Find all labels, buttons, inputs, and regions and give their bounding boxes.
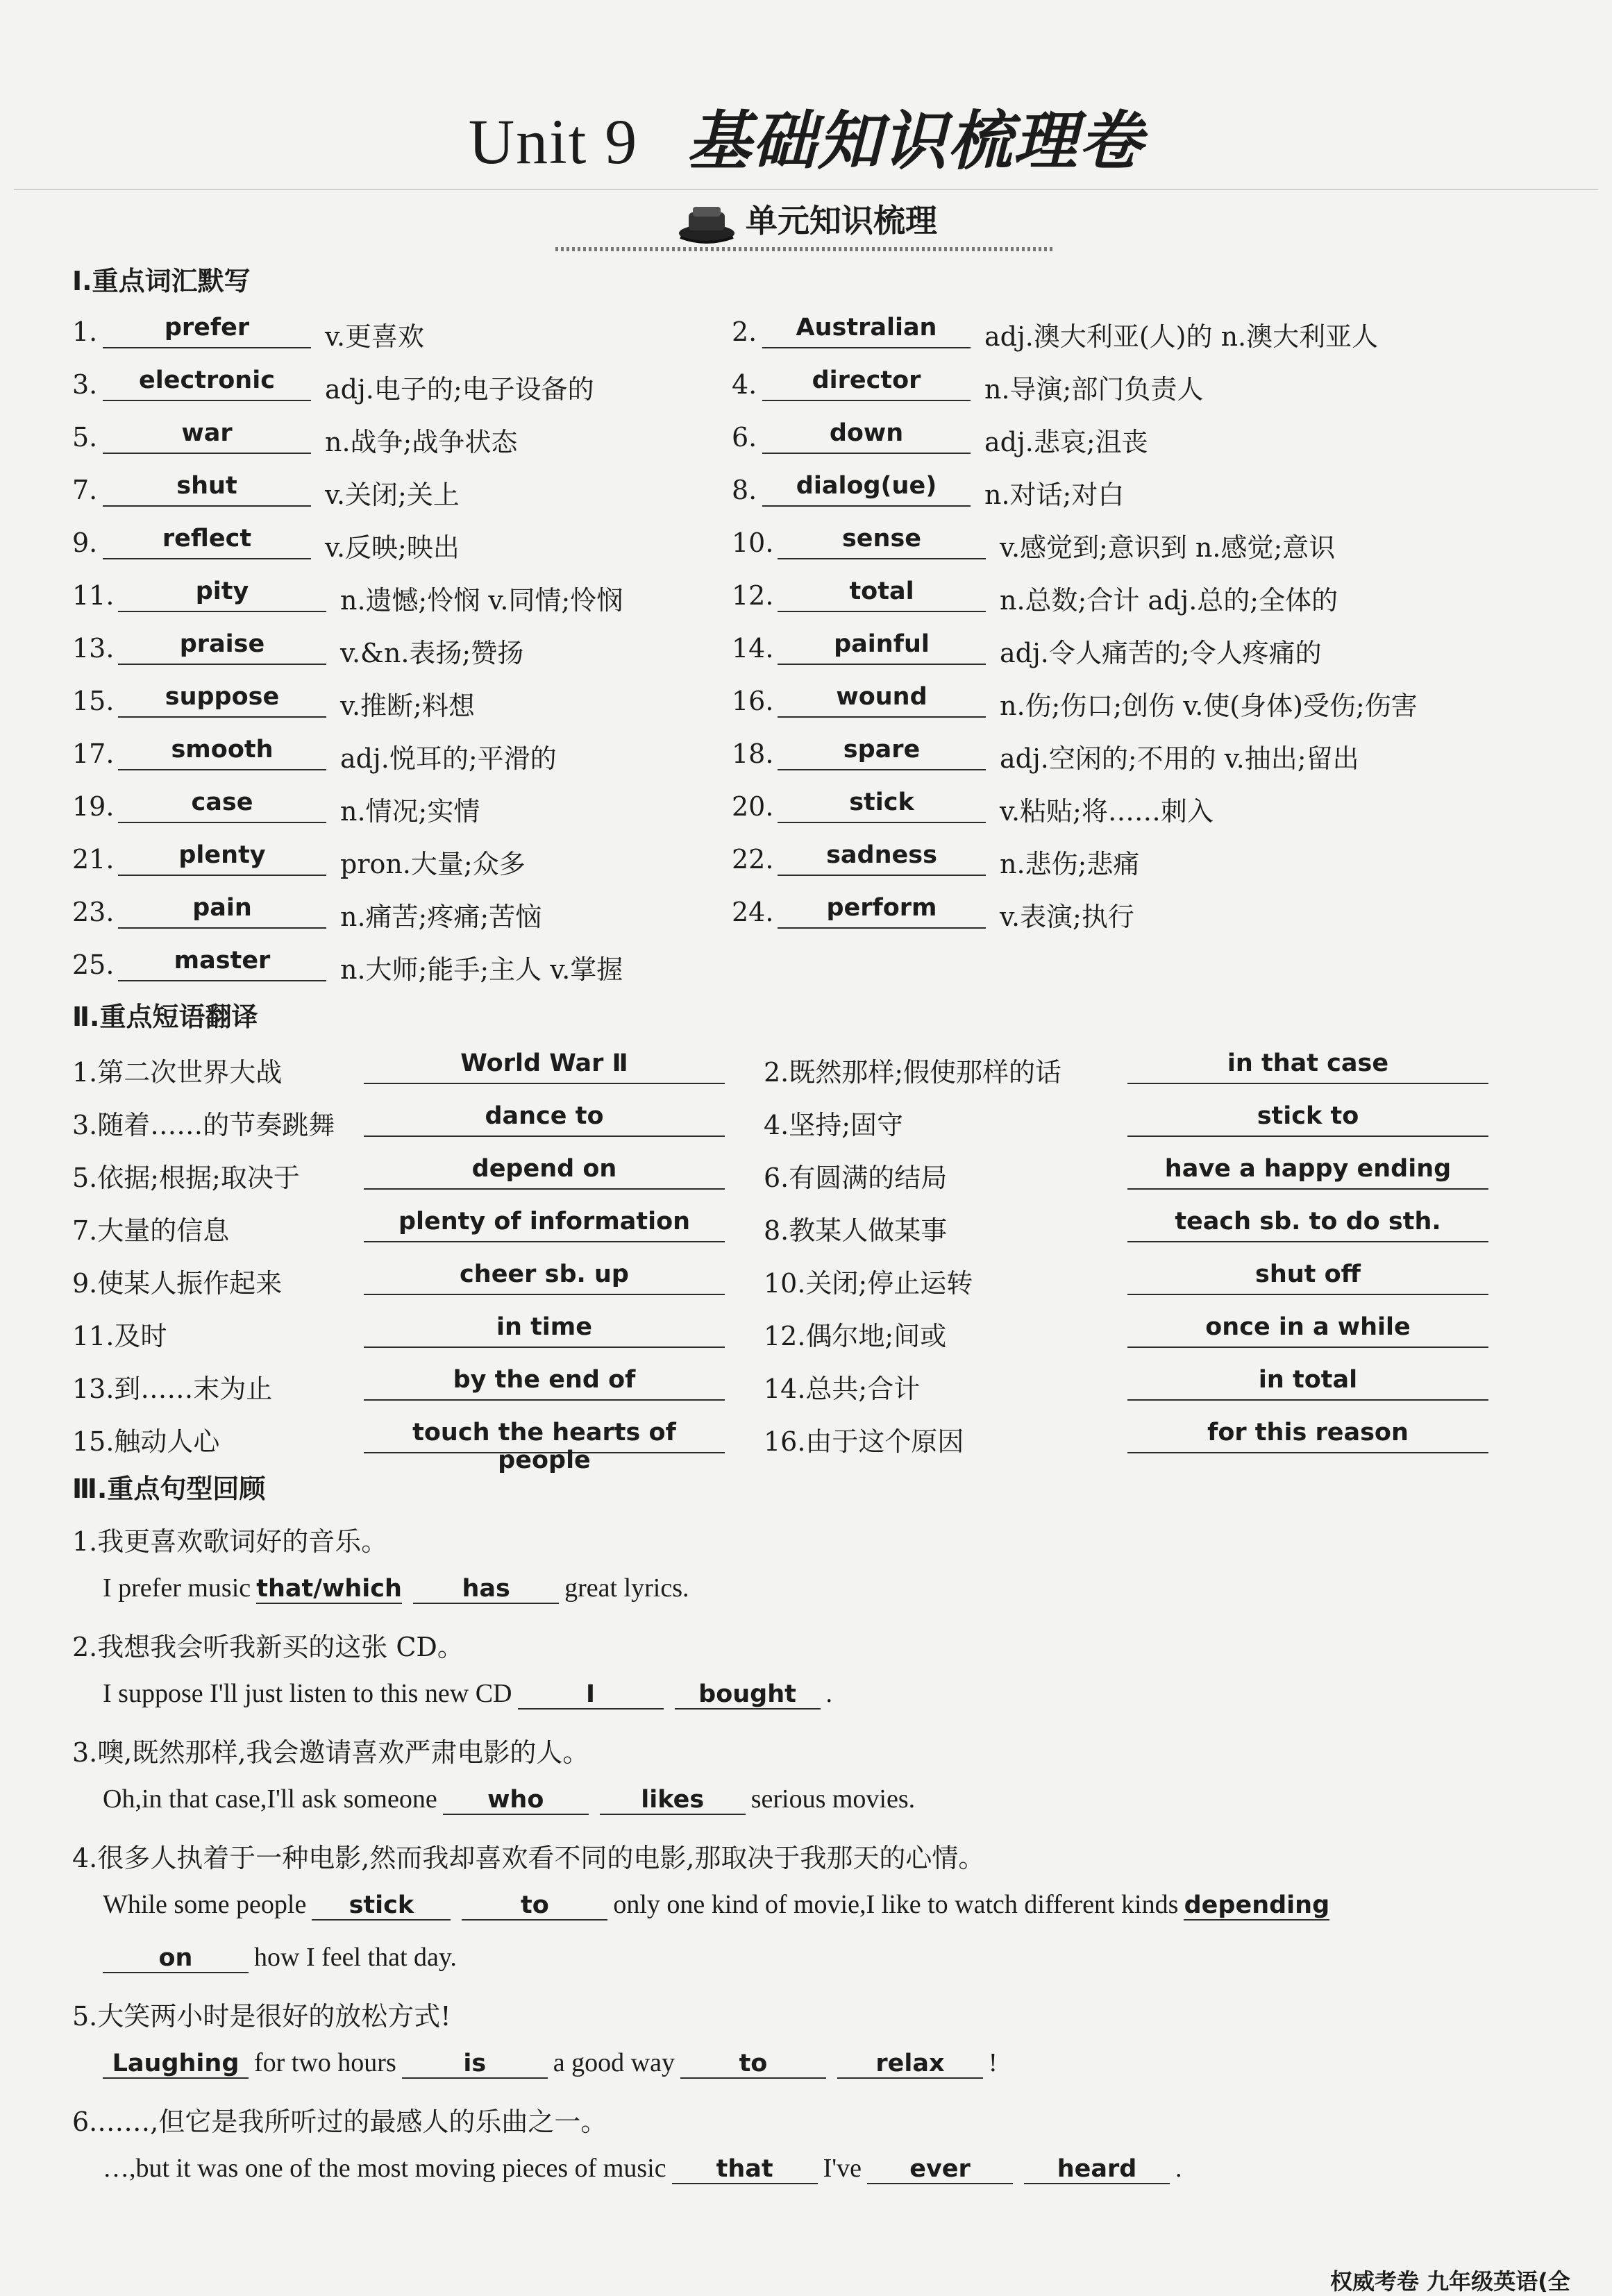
vocab-item bbox=[732, 362, 1495, 404]
answer-blank: plenty bbox=[118, 841, 326, 876]
item-number: 24. bbox=[732, 897, 774, 927]
item-number: 15. bbox=[72, 686, 115, 716]
phrase-prompt: 14.总共;合计 bbox=[764, 1374, 921, 1404]
sentence2-en bbox=[103, 1678, 832, 1710]
answer-blank: touch the hearts of people bbox=[364, 1419, 725, 1453]
item-number: 17. bbox=[72, 738, 115, 769]
answer-blank: likes bbox=[600, 1786, 746, 1815]
phrase-prompt: 4.坚持;固守 bbox=[764, 1110, 904, 1140]
books-icon bbox=[675, 203, 739, 244]
answer-blank: electronic bbox=[103, 366, 311, 401]
sentence-text: I've bbox=[823, 2154, 862, 2183]
answer-blank: for this reason bbox=[1127, 1419, 1488, 1453]
item-number: 19. bbox=[72, 791, 115, 822]
phrase-prompt: 6.有圆满的结局 bbox=[764, 1163, 948, 1193]
answer-blank: World War Ⅱ bbox=[364, 1049, 725, 1084]
answer-blank: pity bbox=[118, 577, 326, 612]
section-banner bbox=[0, 196, 1612, 244]
sentence4-en bbox=[103, 1889, 1335, 1921]
definition: n.伤;伤口;创伤 v.使(身体)受伤;伤害 bbox=[1000, 691, 1418, 721]
phrase-item bbox=[764, 1204, 1527, 1245]
item-number: 12. bbox=[732, 580, 774, 611]
vocab-item bbox=[72, 679, 836, 720]
item-number: 1. bbox=[72, 316, 98, 347]
phrase-item bbox=[72, 1098, 836, 1140]
banner-underline bbox=[555, 247, 1055, 251]
definition: v.更喜欢 bbox=[325, 321, 425, 352]
answer-blank: Laughing bbox=[103, 2050, 249, 2079]
phrase-prompt: 5.依据;根据;取决于 bbox=[72, 1163, 300, 1193]
item-number: 3. bbox=[72, 369, 98, 400]
sentence-text: great lyrics. bbox=[564, 1573, 689, 1603]
answer-blank: heard bbox=[1024, 2155, 1170, 2184]
vocab-item bbox=[72, 784, 836, 826]
phrase-item bbox=[764, 1362, 1527, 1403]
phrase-prompt: 12.偶尔地;间或 bbox=[764, 1321, 947, 1351]
definition: n.总数;合计 adj.总的;全体的 bbox=[1000, 585, 1338, 616]
answer-blank: have a happy ending bbox=[1127, 1155, 1488, 1190]
sentence-text: . bbox=[825, 1679, 833, 1708]
answer-blank: spare bbox=[778, 736, 986, 770]
sentence-text: …,but it was one of the most moving pieces of music bbox=[103, 2154, 666, 2183]
answer-blank: shut off bbox=[1127, 1260, 1488, 1295]
definition: n.痛苦;疼痛;苦恼 bbox=[340, 902, 542, 932]
vocab-item bbox=[732, 468, 1495, 509]
answer-blank: shut bbox=[103, 472, 311, 507]
answer-blank: that/which bbox=[256, 1575, 402, 1603]
answer-blank: teach sb. to do sth. bbox=[1127, 1208, 1488, 1242]
answer-blank: plenty of information bbox=[364, 1208, 725, 1242]
phrase-item bbox=[764, 1045, 1527, 1087]
definition: adj.悦耳的;平滑的 bbox=[340, 743, 557, 774]
vocab-item bbox=[72, 310, 836, 351]
phrase-prompt: 8.教某人做某事 bbox=[764, 1215, 948, 1246]
definition: adj.悲哀;沮丧 bbox=[984, 427, 1148, 457]
answer-blank: stick to bbox=[1127, 1102, 1488, 1137]
item-number: 14. bbox=[732, 633, 774, 664]
definition: adj.澳大利亚(人)的 n.澳大利亚人 bbox=[984, 321, 1379, 352]
vocab-item bbox=[72, 732, 836, 773]
sentence6-en bbox=[103, 2153, 1182, 2184]
vocab-item bbox=[72, 521, 836, 562]
phrase-prompt: 1.第二次世界大战 bbox=[72, 1057, 283, 1088]
section3-title: Ⅲ.重点句型回顾 bbox=[72, 1474, 266, 1504]
phrase-prompt: 2.既然那样;假使那样的话 bbox=[764, 1057, 1062, 1088]
answer-blank: dialog(ue) bbox=[762, 472, 971, 507]
sentence-text: only one kind of movie,I like to watch different kinds bbox=[613, 1890, 1179, 1919]
definition: adj.空闲的;不用的 v.抽出;留出 bbox=[1000, 743, 1359, 774]
answer-blank: depending bbox=[1184, 1891, 1330, 1919]
answer-blank: to bbox=[462, 1891, 607, 1921]
item-number: 4. bbox=[732, 369, 757, 400]
item-number: 16. bbox=[732, 686, 774, 716]
item-number: 22. bbox=[732, 844, 774, 875]
page-title bbox=[0, 90, 1612, 182]
answer-blank: sadness bbox=[778, 841, 986, 876]
sentence4-en-cont bbox=[103, 1942, 457, 1973]
answer-blank: praise bbox=[118, 630, 326, 665]
worksheet-title: 基础知识梳理卷 bbox=[687, 104, 1144, 178]
sentence-text: Oh,in that case,I'll ask someone bbox=[103, 1784, 437, 1814]
item-number: 7. bbox=[72, 475, 98, 505]
sentence4-cn: 4.很多人执着于一种电影,然而我却喜欢看不同的电影,那取决于我那天的心情。 bbox=[72, 1843, 985, 1873]
answer-blank: master bbox=[118, 947, 326, 981]
sentence3-en bbox=[103, 1784, 915, 1815]
answer-blank: relax bbox=[837, 2050, 983, 2079]
answer-blank: stick bbox=[778, 788, 986, 823]
phrase-item bbox=[764, 1415, 1527, 1456]
phrase-prompt: 3.随着……的节奏跳舞 bbox=[72, 1110, 335, 1140]
vocab-item bbox=[72, 362, 836, 404]
answer-blank: wound bbox=[778, 683, 986, 718]
sentence-text: a good way bbox=[553, 2048, 675, 2077]
phrase-prompt: 7.大量的信息 bbox=[72, 1215, 230, 1246]
definition: v.反映;映出 bbox=[325, 532, 460, 563]
sentence5-cn: 5.大笑两小时是很好的放松方式! bbox=[72, 2001, 451, 2032]
definition: v.感觉到;意识到 n.感觉;意识 bbox=[1000, 532, 1336, 563]
answer-blank: prefer bbox=[103, 314, 311, 348]
answer-blank: who bbox=[443, 1786, 589, 1815]
item-number: 23. bbox=[72, 897, 115, 927]
phrase-item bbox=[72, 1151, 836, 1192]
answer-blank: war bbox=[103, 419, 311, 454]
vocab-item bbox=[72, 573, 836, 615]
sentence2-cn: 2.我想我会听我新买的这张 CD。 bbox=[72, 1632, 464, 1662]
item-number: 18. bbox=[732, 738, 774, 769]
answer-blank: stick bbox=[312, 1891, 451, 1921]
definition: adj.令人痛苦的;令人疼痛的 bbox=[1000, 638, 1322, 668]
phrase-item bbox=[72, 1362, 836, 1403]
answer-blank: total bbox=[778, 577, 986, 612]
definition: n.大师;能手;主人 v.掌握 bbox=[340, 954, 623, 985]
vocab-item bbox=[732, 732, 1495, 773]
phrase-item bbox=[72, 1256, 836, 1298]
definition: n.悲伤;悲痛 bbox=[1000, 849, 1140, 879]
vocab-item bbox=[72, 943, 836, 984]
vocab-item bbox=[72, 837, 836, 879]
answer-blank: ever bbox=[867, 2155, 1013, 2184]
page-footer: 权威考卷 九年级英语(全 bbox=[1330, 2268, 1570, 2295]
vocab-item bbox=[732, 837, 1495, 879]
vocab-item bbox=[732, 310, 1495, 351]
section1-title: Ⅰ.重点词汇默写 bbox=[72, 266, 251, 296]
definition: pron.大量;众多 bbox=[340, 849, 526, 879]
sentence6-cn: 6.……,但它是我所听过的最感人的乐曲之一。 bbox=[72, 2107, 607, 2137]
answer-blank: by the end of bbox=[364, 1366, 725, 1401]
phrase-prompt: 10.关闭;停止运转 bbox=[764, 1268, 973, 1299]
sentence5-en bbox=[103, 2048, 998, 2079]
answer-blank: has bbox=[413, 1575, 559, 1604]
phrase-prompt: 9.使某人振作起来 bbox=[72, 1268, 283, 1299]
phrase-prompt: 13.到……末为止 bbox=[72, 1374, 273, 1404]
definition: n.遗憾;怜悯 v.同情;怜悯 bbox=[340, 585, 623, 616]
answer-blank: perform bbox=[778, 894, 986, 929]
phrase-item bbox=[72, 1204, 836, 1245]
answer-blank: smooth bbox=[118, 736, 326, 770]
answer-blank: depend on bbox=[364, 1155, 725, 1190]
phrase-item bbox=[72, 1045, 836, 1087]
phrase-item bbox=[72, 1415, 836, 1474]
vocab-item bbox=[732, 679, 1495, 720]
sentence3-cn: 3.噢,既然那样,我会邀请喜欢严肃电影的人。 bbox=[72, 1737, 589, 1768]
answer-blank: cheer sb. up bbox=[364, 1260, 725, 1295]
definition: n.情况;实情 bbox=[340, 796, 480, 827]
phrase-item bbox=[764, 1256, 1527, 1298]
answer-blank: painful bbox=[778, 630, 986, 665]
answer-blank: dance to bbox=[364, 1102, 725, 1137]
definition: v.表演;执行 bbox=[1000, 902, 1134, 932]
answer-blank: in total bbox=[1127, 1366, 1488, 1401]
phrase-item bbox=[764, 1098, 1527, 1140]
item-number: 10. bbox=[732, 527, 774, 558]
phrase-item bbox=[764, 1309, 1527, 1351]
title-divider bbox=[14, 189, 1598, 190]
vocab-item bbox=[732, 784, 1495, 826]
definition: n.导演;部门负责人 bbox=[984, 374, 1204, 405]
definition: v.推断;料想 bbox=[340, 691, 475, 721]
item-number: 2. bbox=[732, 316, 757, 347]
phrase-prompt: 15.触动人心 bbox=[72, 1426, 220, 1457]
vocab-item bbox=[72, 415, 836, 457]
answer-blank: bought bbox=[675, 1680, 821, 1710]
answer-blank: pain bbox=[118, 894, 326, 929]
sentence-text: serious movies. bbox=[750, 1784, 916, 1814]
banner-text: 单元知识梳理 bbox=[746, 202, 937, 239]
sentence-text: . bbox=[1175, 2154, 1182, 2183]
item-number: 5. bbox=[72, 422, 98, 453]
vocab-item bbox=[732, 521, 1495, 562]
phrase-item bbox=[72, 1309, 836, 1351]
section2-title: Ⅱ.重点短语翻译 bbox=[72, 1002, 258, 1032]
definition: v.关闭;关上 bbox=[325, 480, 460, 510]
definition: n.战争;战争状态 bbox=[325, 427, 518, 457]
phrase-prompt: 16.由于这个原因 bbox=[764, 1426, 964, 1457]
item-number: 8. bbox=[732, 475, 757, 505]
answer-blank: to bbox=[680, 2050, 826, 2079]
sentence-text: I prefer music bbox=[103, 1573, 251, 1603]
answer-blank: is bbox=[402, 2050, 548, 2079]
sentence1-en bbox=[103, 1573, 689, 1604]
answer-blank: that bbox=[672, 2155, 818, 2184]
definition: n.对话;对白 bbox=[984, 480, 1125, 510]
sentence-text: ! bbox=[988, 2048, 998, 2077]
sentence-text: While some people bbox=[103, 1890, 307, 1919]
sentence-text: for two hours bbox=[254, 2048, 396, 2077]
sentence-text: how I feel that day. bbox=[254, 1943, 457, 1972]
answer-blank: Australian bbox=[762, 314, 971, 348]
vocab-item bbox=[72, 626, 836, 668]
vocab-item bbox=[72, 890, 836, 931]
answer-blank: suppose bbox=[118, 683, 326, 718]
answer-blank: case bbox=[118, 788, 326, 823]
item-number: 25. bbox=[72, 949, 115, 980]
answer-blank: in that case bbox=[1127, 1049, 1488, 1084]
answer-blank: on bbox=[103, 1944, 249, 1973]
vocab-item bbox=[732, 890, 1495, 931]
answer-blank: I bbox=[518, 1680, 664, 1710]
definition: v.粘贴;将……刺入 bbox=[1000, 796, 1214, 827]
vocab-item bbox=[732, 573, 1495, 615]
vocab-item bbox=[732, 415, 1495, 457]
answer-blank: down bbox=[762, 419, 971, 454]
answer-blank: reflect bbox=[103, 525, 311, 559]
item-number: 11. bbox=[72, 580, 115, 611]
sentence-text: I suppose I'll just listen to this new CD bbox=[103, 1679, 512, 1708]
vocab-item bbox=[72, 468, 836, 509]
unit-label: Unit 9 bbox=[468, 106, 639, 177]
answer-blank: in time bbox=[364, 1313, 725, 1348]
item-number: 21. bbox=[72, 844, 115, 875]
definition: adj.电子的;电子设备的 bbox=[325, 374, 594, 405]
definition: v.&n.表扬;赞扬 bbox=[340, 638, 524, 668]
phrase-item bbox=[764, 1151, 1527, 1192]
phrase-prompt: 11.及时 bbox=[72, 1321, 167, 1351]
answer-blank: once in a while bbox=[1127, 1313, 1488, 1348]
item-number: 9. bbox=[72, 527, 98, 558]
vocab-item bbox=[732, 626, 1495, 668]
item-number: 13. bbox=[72, 633, 115, 664]
answer-blank: director bbox=[762, 366, 971, 401]
item-number: 20. bbox=[732, 791, 774, 822]
item-number: 6. bbox=[732, 422, 757, 453]
answer-blank: sense bbox=[778, 525, 986, 559]
sentence1-cn: 1.我更喜欢歌词好的音乐。 bbox=[72, 1526, 388, 1557]
